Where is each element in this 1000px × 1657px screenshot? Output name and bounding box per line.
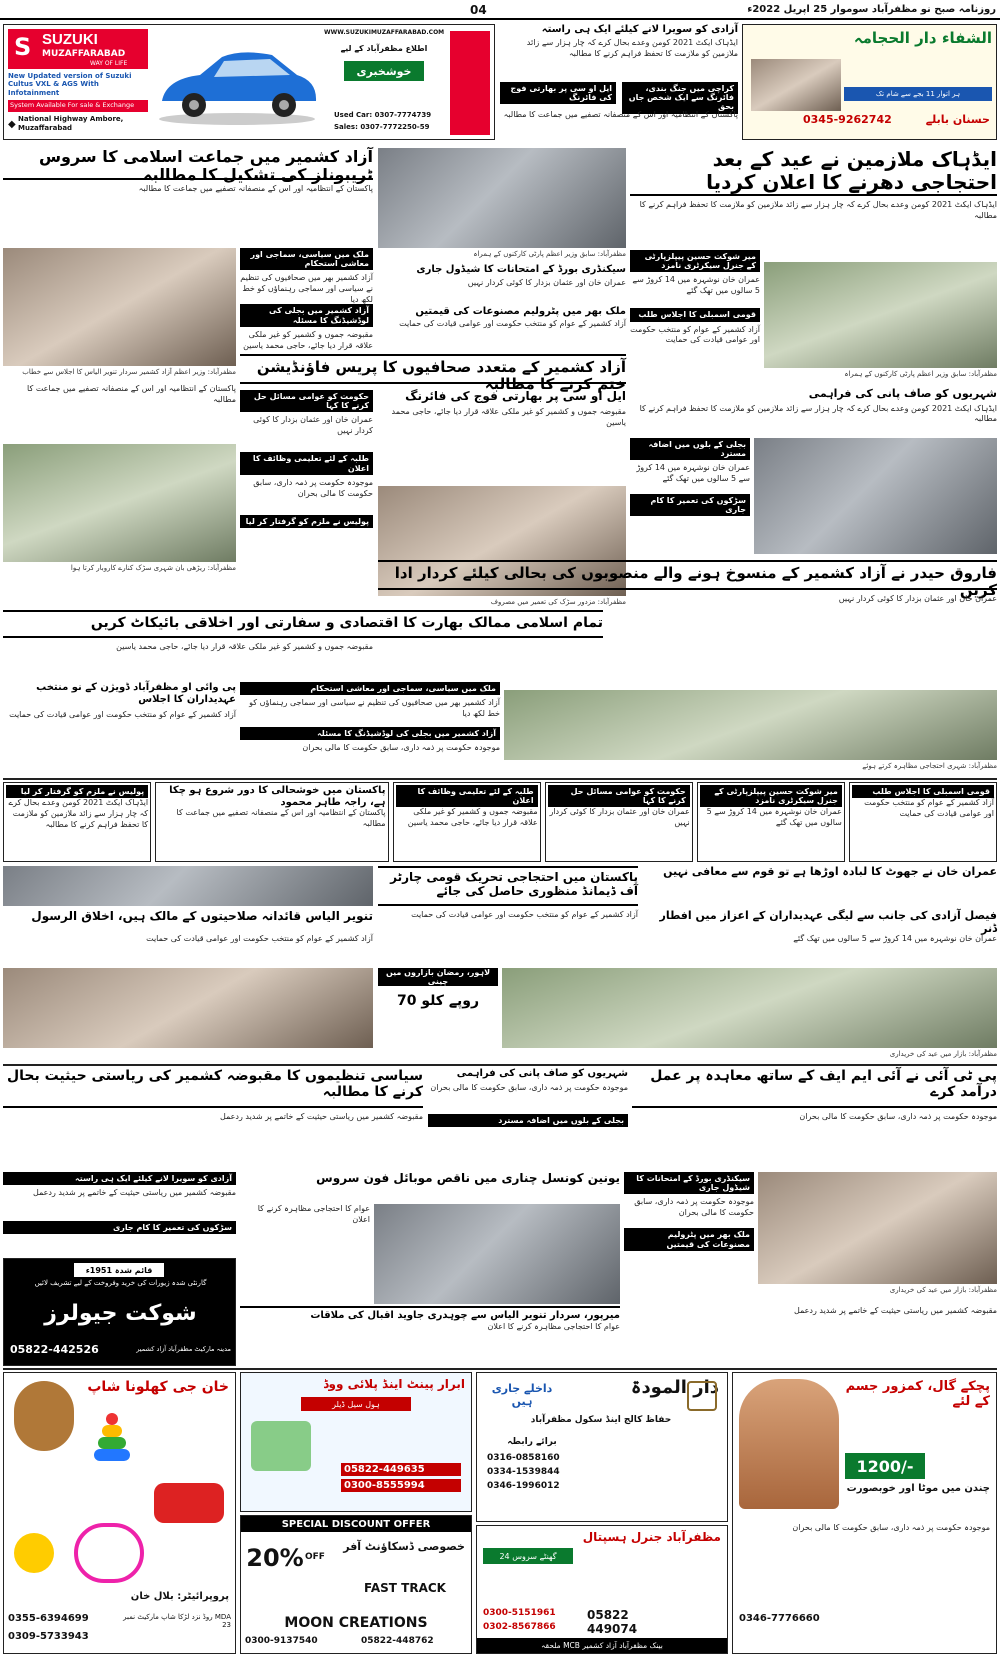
suzuki-s-icon: S [14, 33, 32, 61]
small-box-row [3, 782, 997, 862]
hospital-phone-3: 0300-5151961 [483, 1608, 556, 1618]
right-photo-2 [754, 438, 997, 554]
mirpur-box [240, 1306, 620, 1366]
masthead-bar [0, 0, 1000, 20]
rmc-body: موجودہ حکومت پر ذمہ داری، سابق حکومت کا مالی بحران [634, 1197, 754, 1218]
bazar-headline: لاہور، رمضان بازاروں میں چینی [378, 968, 498, 986]
top-short-2: کراچی میں جنگ بندی، فائرنگ سے ایک شخص جاں بحق [622, 82, 738, 114]
farooq-headline: فاروق حیدر نے آزاد کشمیر کے منسوخ ہونے والے منصوبوں کی بحالی کیلئے کردار ادا کریں [378, 560, 997, 590]
right-short-1-body: عمران خان نوشہرہ میں 14 کروڑ سے 5 سالوں میں تھک گئے [632, 275, 760, 296]
toy-bear-icon [14, 1381, 74, 1451]
imran-headline: عمران خان نے جھوٹ کا لبادہ اوڑھا ہے تو قوم سے معافی نہیں [663, 865, 997, 878]
suzuki-urdu-title: اطلاع مظفرآباد کے لیے [340, 43, 428, 53]
health-sub: چندن میں موٹا اور خوبصورت [846, 1483, 990, 1494]
toys-ad [3, 1372, 236, 1654]
cb-short-1-body: آزاد کشمیر بھر میں صحافیوں کی تنظیم نے سیاسی اور سماجی رہنماؤں کو خط لکھ دیا [249, 698, 500, 718]
cb-short-1: ملک میں سیاسی، سماجی اور معاشی استحکام [240, 682, 500, 695]
cs3-headline: شہریوں کو صاف پانی کی فراہمی [456, 1068, 628, 1079]
toys-phone1: 0355-6394699 [8, 1613, 89, 1624]
wide-photo-1-caption: مظفرآباد: شہری احتجاجی مظاہرہ کرتے ہوئے [862, 762, 997, 770]
center-short-1-body: عمران خان اور عثمان بزدار کا کوئی کردار نہیں [467, 277, 626, 287]
sb2-title: میر شوکت حسین پیپلزپارٹی کے جنرل سیکرٹری نامزد [700, 785, 842, 807]
discount-phone2: 05822-448762 [361, 1636, 434, 1646]
imf-headline: پی ٹی آئی نے آئی ایم ایف کے ساتھ معاہدہ پر عمل درآمد کرے [632, 1068, 997, 1108]
center-bottom-shorts [240, 682, 500, 772]
toys-owner: پروپرائیٹر: بلال خان [130, 1591, 229, 1602]
shaukat-est: قائم شدہ 1951ء [74, 1263, 164, 1277]
center-short-2: ملک بھر میں پٹرولیم مصنوعات کی قیمتیں [415, 305, 626, 317]
abrar-sub: ہول سیل ڈیلر [301, 1397, 411, 1411]
discount-pct: 20% [246, 1544, 304, 1572]
right-short-2: قومی اسمبلی کا اجلاس طلب [630, 308, 760, 321]
discount-ad [240, 1515, 472, 1654]
left-photo-2 [3, 444, 236, 562]
shifa-photo [751, 59, 841, 111]
suzuki-url: WWW.SUZUKIMUZAFFARABAD.COM [324, 29, 445, 36]
sb4-title: طلبہ کے لئے تعلیمی وظائف کا اعلان [396, 785, 538, 807]
right-photo-1 [764, 262, 997, 368]
wide-photo-1 [504, 690, 997, 760]
center-shorts-3 [428, 1068, 628, 1168]
bazaar-photo-caption: مظفرآباد: بازار میں عید کی خریداری [889, 1286, 997, 1294]
health-price: 1200/- [845, 1453, 925, 1479]
discount-urdu: خصوصی ڈسکاؤنٹ آفر [343, 1540, 465, 1553]
center-col-short-1: حکومت کو عوامی مسائل حل کرنے کا کہا [240, 390, 373, 412]
center-shorts [378, 264, 626, 350]
location-pin-icon: ◆ [8, 119, 16, 130]
divider-2 [3, 1064, 997, 1066]
toys-title: خان جی کھلونا شاپ [87, 1379, 229, 1395]
car-image [152, 39, 322, 127]
political-body: مقبوضہ کشمیر میں ریاستی حیثیت کے خاتمے پر شدید ردعمل [219, 1112, 423, 1121]
shifa-ad [742, 24, 997, 140]
shifa-name: حسنان بابلے [925, 113, 990, 126]
left-short-1-body: آزاد کشمیر بھر میں صحافیوں کی تنظیم نے سیاسی اور سماجی رہنماؤں کو خط لکھ دیا [240, 273, 373, 304]
bazar-price: 70 روپے کلو [396, 992, 480, 1009]
dist-headline: پی وائی او مظفرآباد ڈویژن کے نو منتخب عہدیداران کا اجلاس [36, 682, 236, 705]
discount-phone1: 0300-9137540 [245, 1636, 318, 1646]
small-box-6 [3, 782, 151, 862]
page-number: 04 [470, 3, 487, 17]
faisal-body: عمران خان نوشہرہ میں 14 کروڑ سے 5 سالوں میں تھک گئے [793, 934, 997, 943]
sb6-title: پولیس نے ملزم کو گرفتار کر لیا [6, 785, 148, 798]
discount-title: SPECIAL DISCOUNT OFFER [241, 1516, 471, 1532]
top-shorts [500, 24, 738, 140]
suzuki-logo [8, 29, 148, 69]
small-box-3 [545, 782, 693, 862]
small-box-1 [849, 782, 997, 862]
lead-headline: ایڈہاک ملازمین نے عید کے بعد احتجاجی دھرنے کا اعلان کردیا [630, 148, 997, 196]
loc-body: مقبوضہ جموں و کشمیر کو غیر ملکی علاقہ قرار دیا جائے، حاجی محمد یاسین [391, 406, 626, 427]
hospital-phone-1: 05822 [587, 1608, 629, 1622]
top-short-1-body: ایڈہاک ایکٹ 2021 کومن وعدے بحال کرے کہ چار ہزار سے زائد ملازمین کو ملازمت کا تحفظ فراہم کرنے کا مطالبہ [526, 38, 738, 58]
suzuki-good-news: خوشخبری [344, 61, 424, 81]
divider-1 [3, 778, 997, 780]
center-col-short-1-body: عمران خان اور عثمان بزدار کا کوئی کردار نہیں [253, 415, 373, 436]
tanveer-headline: تنویر الیاس قائدانہ صلاحیتوں کے مالک ہیں، اخلاق الرسول [31, 909, 373, 923]
union-box [240, 1172, 620, 1202]
shaukat-phone: 05822-442526 [10, 1343, 99, 1356]
suzuki-sales: Sales: 0307-7772250-59 [334, 123, 430, 131]
health-phone: 0346-7776660 [739, 1613, 820, 1624]
right-mini-col [624, 1172, 754, 1302]
center-short-2-body: آزاد کشمیر کے عوام کو منتخب حکومت اور عوامی قیادت کی حمایت [399, 319, 626, 328]
sb1-body: آزاد کشمیر کے عوام کو منتخب حکومت اور عوامی قیادت کی حمایت [864, 798, 994, 818]
left-photo-1 [3, 248, 236, 366]
cb-short-2-body: موجودہ حکومت پر ذمہ داری، سابق حکومت کا مالی بحران [302, 743, 500, 753]
sb5-body: پاکستان کے انتظامیہ اور اس کے منصفانہ تصفیے میں جماعت کا مطالبہ [176, 808, 386, 828]
car-illustration [152, 39, 322, 127]
toys-phone2: 0309-5733943 [8, 1631, 89, 1642]
center-col-left [240, 390, 373, 570]
darul-phone-2: 0334-1539844 [487, 1467, 560, 1477]
shifa-hours: ہر اتوار 11 بجے سے شام تک [844, 87, 992, 101]
right-short-2-body: آزاد کشمیر کے عوام کو منتخب حکومت اور عوامی قیادت کی حمایت [630, 324, 760, 345]
sb2-body: عمران خان نوشہرہ میں 14 کروڑ سے 5 سالوں میں تھک گئے [706, 807, 842, 828]
health-title: پچکے گال، کمزور جسم کے لئے [845, 1379, 990, 1409]
rmc-short-2: ملک بھر میں پٹرولیم مصنوعات کی قیمتیں [624, 1228, 754, 1250]
toy-bike-icon [74, 1523, 144, 1583]
top-short-3: ایل او سی پر بھارتی فوج کی فائرنگ [500, 82, 616, 104]
small-box-4 [393, 782, 541, 862]
tanveer-body: آزاد کشمیر کے عوام کو منتخب حکومت اور عوامی قیادت کی حمایت [146, 934, 373, 943]
imf-body: موجودہ حکومت پر ذمہ داری، سابق حکومت کا مالی بحران [799, 1112, 997, 1121]
hospital-phone-2: 449074 [587, 1622, 638, 1636]
suzuki-promo: New Updated version of Suzuki Cultus VXL & AGS With Infotainment [8, 72, 132, 97]
left-photo-1-caption: مظفرآباد: وزیر اعظم آزاد کشمیر سردار تنویر الیاس کا اجلاس سے خطاب [22, 368, 236, 376]
health-ad [732, 1372, 997, 1654]
journalists-headline: آزاد کشمیر کے متعدد صحافیوں کا پریس فاؤنڈیشن ختم کرنے کا مطالبہ [240, 354, 626, 384]
small-box-2 [697, 782, 845, 862]
abrar-phone2: 0300-8555994 [341, 1479, 461, 1492]
darul-logo-icon [687, 1381, 717, 1411]
sb4-body: مقبوضہ جموں و کشمیر کو غیر ملکی علاقہ قرار دیا جائے، حاجی محمد یاسین [407, 807, 538, 828]
darul-school: حفاظ کالج اینڈ سکول مظفرآباد [530, 1415, 672, 1425]
sb3-body: عمران خان اور عثمان بزدار کا کوئی کردار نہیں [549, 807, 690, 828]
left-short-2: آزاد کشمیر میں بجلی کی لوڈشیڈنگ کا مسئلہ [240, 304, 373, 326]
suzuki-ad [3, 24, 495, 140]
hospital-phone-4: 0302-8567866 [483, 1622, 556, 1632]
darul-sub: داخلے جاری ہیں [491, 1382, 553, 1408]
left-short-2-body: مقبوضہ جموں و کشمیر کو غیر ملکی علاقہ قرار دیا جائے، حاجی محمد یاسین [243, 329, 373, 350]
faisal-headline: فیصل آزادی کی جانب سے لیگی عہدیداران کے اعزاز میں افطار ڈنر [659, 909, 997, 935]
sb5-title: پاکستان میں خوشحالی کا دور شروع ہو چکا ہے، راجہ طاہر محمود [169, 785, 386, 808]
lmc-short-1: آزادی کو سویرا لانے کیلئے ایک ہی راستہ [3, 1172, 236, 1185]
abrar-ad [240, 1372, 472, 1512]
shaukat-name: شوکت جیولرز [44, 1300, 197, 1326]
toy-car-icon [154, 1483, 224, 1523]
suzuki-brand: SUZUKI [42, 31, 98, 48]
health-body-photo [739, 1379, 839, 1509]
lmc-short-2: سڑکوں کی تعمیر کا کام جاری [3, 1221, 236, 1234]
darul-phone-3: 0346-1996012 [487, 1481, 560, 1491]
discount-fast: FAST TRACK [364, 1581, 446, 1595]
right-mid-headline: شہریوں کو صاف پانی کی فراہمی [808, 387, 997, 400]
cs3-body: موجودہ حکومت پر ذمہ داری، سابق حکومت کا مالی بحران [430, 1082, 628, 1092]
center-col-short-2-body: موجودہ حکومت پر ذمہ داری، سابق حکومت کا مالی بحران [253, 477, 373, 498]
shaukat-ad [3, 1258, 236, 1366]
darul-phone-1: 0316-0858160 [487, 1453, 560, 1463]
right-bottom-text: مقبوضہ کشمیر میں ریاستی حیثیت کے خاتمے پر شدید ردعمل [793, 1306, 997, 1315]
lmc-body: مقبوضہ کشمیر میں ریاستی حیثیت کے خاتمے پر شدید ردعمل [32, 1188, 236, 1198]
darul-ad [476, 1372, 728, 1522]
union-headline: یونین کونسل چناری میں ناقص موبائل فون سروس [316, 1171, 620, 1185]
top-short-body: پاکستان کے انتظامیہ اور اس کے منصفانہ تصفیے میں جماعت کا مطالبہ [503, 110, 738, 119]
hospital-ad [476, 1525, 728, 1654]
union-body: عوام کا احتجاجی مظاہرہ کرنے کا اعلان [257, 1204, 370, 1224]
right-mid-short-2: سڑکوں کی تعمیر کا کام جاری [630, 494, 750, 516]
bazaar-photo [758, 1172, 997, 1284]
union-photo [374, 1204, 620, 1304]
sb3-title: حکومت کو عوامی مسائل حل کرنے کا کہا [548, 785, 690, 807]
suzuki-side-badge [450, 31, 490, 135]
center-col-mid [378, 390, 626, 482]
right-mid-short-1-body: عمران خان نوشہرہ میں 14 کروڑ سے 5 سالوں میں تھک گئے [636, 463, 750, 483]
health-body: موجودہ حکومت پر ذمہ داری، سابق حکومت کا مالی بحران [792, 1523, 990, 1532]
center-short-1: سیکنڈری بورڈ کے امتحانات کا شیڈول جاری [416, 264, 626, 275]
mirpur-headline: میرپور، سردار تنویر الیاس سے چوہدری جاوید اقبال کی ملاقات [240, 1306, 620, 1322]
center-top-caption: مظفرآباد: سابق وزیر اعظم پارٹی کارکنوں کے ہمراہ [473, 250, 626, 258]
center-photo-2-caption: مظفرآباد: مزدور سڑک کی تعمیر میں مصروف [490, 598, 626, 606]
shaukat-sub: گارنٹی شدہ زیورات کی خرید وفروخت کے لیے تشریف لائیں [34, 1279, 207, 1287]
pm-body: آزاد کشمیر کے عوام کو منتخب حکومت اور عوامی قیادت کی حمایت [411, 910, 638, 919]
suzuki-address: National Highway Ambore, Muzaffarabad [18, 115, 124, 132]
lead-body: ایڈہاک ایکٹ 2021 کومن وعدے بحال کرے کہ چار ہزار سے زائد ملازمین کو ملازمت کا تحفظ فراہم کرنے کا مطالبہ [639, 200, 997, 220]
farooq-body: عمران خان اور عثمان بزدار کا کوئی کردار نہیں [838, 594, 997, 603]
toy-bird-icon [14, 1533, 54, 1573]
left-mini-col [3, 1172, 236, 1272]
center-top-photo [378, 148, 626, 248]
islamic-headline: تمام اسلامی ممالک بھارت کا اقتصادی و سفارتی اور اخلاقی بائیکاٹ کریں [3, 610, 603, 638]
right-middle [630, 388, 997, 558]
hospital-24: 24 گھنٹے سروس [483, 1548, 573, 1564]
sb1-title: قومی اسمبلی کا اجلاس طلب [852, 785, 994, 798]
right-photo-1-caption: مظفرآباد: سابق وزیر اعظم پارٹی کارکنوں کے ہمراہ [844, 370, 997, 378]
bazar-box [378, 968, 498, 1048]
sb6-body: ایڈہاک ایکٹ 2021 کومن وعدے بحال کرے کہ چار ہزار سے زائد ملازمین کو ملازمت کا تحفظ فراہم کرنے کا مطالبہ [8, 798, 149, 829]
left-photo-4 [3, 968, 373, 1048]
right-mid-body: ایڈہاک ایکٹ 2021 کومن وعدے بحال کرے کہ چار ہزار سے زائد ملازمین کو ملازمت کا تحفظ فراہم کرنے کا مطالبہ [639, 403, 997, 424]
left-text-block: پاکستان کے انتظامیہ اور اس کے منصفانہ تصفیے میں جماعت کا مطالبہ [27, 384, 236, 404]
second-body: پاکستان کے انتظامیہ اور اس کے منصفانہ تصفیے میں جماعت کا مطالبہ [138, 184, 373, 193]
suzuki-system: System Available For sale & Exchange [8, 100, 148, 112]
cb-short-2: آزاد کشمیر میں بجلی کی لوڈشیڈنگ کا مسئلہ [240, 727, 500, 740]
cs3-short: بجلی کے بلوں میں اضافہ مسترد [428, 1114, 628, 1127]
left-photo-3 [3, 866, 373, 906]
hospital-bank: ملحقہ MCB بینک مظفرآباد آزاد کشمیر [477, 1638, 727, 1653]
right-photo-3-caption: مظفرآباد: بازار میں عید کی خریداری [889, 1050, 997, 1058]
date-line: روزنامہ صبح نو مظفرآباد سوموار 25 اپریل 2022ء [747, 4, 996, 15]
toy-stack-icon [94, 1413, 130, 1483]
right-shorts-col [630, 250, 760, 380]
islamic-body: مقبوضہ جموں و کشمیر کو غیر ملکی علاقہ قرار دیا جائے، حاجی محمد یاسین [116, 642, 373, 651]
discount-moon: MOON CREATIONS [284, 1615, 428, 1631]
toys-addr: MDA روڈ نزد لڑکا شاپ مارکیٹ نمبر 23 [123, 1613, 231, 1629]
shifa-phone: 0345-9262742 [803, 113, 892, 126]
darul-title: دار المودۃ [630, 1377, 719, 1398]
small-box-5 [155, 782, 388, 862]
hospital-title: مظفرآباد جنرل ہسپتال [582, 1530, 721, 1544]
divider-3 [3, 1368, 997, 1370]
second-headline: آزاد کشمیر میں جماعت اسلامی کا سروس ٹریبونلز کی تشکیل کا مطالبہ [3, 148, 373, 180]
right-photo-3 [502, 968, 997, 1048]
loc-headline: ایل او سی پر بھارتی فوج کی فائرنگ [405, 389, 626, 403]
center-col-short-3: پولیس نے ملزم کو گرفتار کر لیا [240, 515, 373, 528]
right-mid-short-1: بجلی کے بلوں میں اضافہ مسترد [630, 438, 750, 460]
paint-brush-icon [251, 1421, 311, 1471]
dist-body: آزاد کشمیر کے عوام کو منتخب حکومت اور عوامی قیادت کی حمایت [9, 710, 236, 719]
mirpur-body: عوام کا احتجاجی مظاہرہ کرنے کا اعلان [487, 1321, 620, 1331]
suzuki-city: MUZAFFARABAD [42, 49, 126, 59]
top-short-1: آزادی کو سویرا لانے کیلئے ایک ہی راستہ [541, 24, 738, 35]
discount-off: OFF [305, 1552, 325, 1562]
darul-contact: برائے رابطہ [507, 1437, 557, 1447]
rmc-short-1: سیکنڈری بورڈ کے امتحانات کا شیڈول جاری [624, 1172, 754, 1194]
political-headline: سیاسی تنظیموں کا مقبوضہ کشمیر کی ریاستی حیثیت بحال کرنے کا مطالبہ [3, 1068, 423, 1108]
left-short-1: ملک میں سیاسی، سماجی اور معاشی استحکام [240, 248, 373, 270]
abrar-phone1: 05822-449635 [341, 1463, 461, 1476]
center-col-short-2: طلبہ کے لئے تعلیمی وظائف کا اعلان [240, 452, 373, 474]
pm-headline: پاکستان میں احتجاجی تحریک قومی چارٹر آف ڈیمانڈ منظوری حاصل کی جائے [378, 866, 638, 906]
left-photo-2-caption: مظفرآباد: ریڑھی بان شہری سڑک کنارے کاروبار کرتا ہوا [70, 564, 236, 572]
suzuki-tagline: WAY OF LIFE [90, 60, 128, 67]
suzuki-used: Used Car: 0307-7774739 [334, 111, 432, 119]
shifa-title: الشفاء دار الحجامہ [853, 29, 992, 47]
shaukat-addr: مدینہ مارکیٹ مظفرآباد آزاد کشمیر [136, 1345, 231, 1353]
right-short-1: میر شوکت حسین پیپلزپارٹی کے جنرل سیکرٹری نامزد [630, 250, 760, 272]
abrar-title: ابرار پینٹ اینڈ پلائی ووڈ [323, 1377, 465, 1391]
